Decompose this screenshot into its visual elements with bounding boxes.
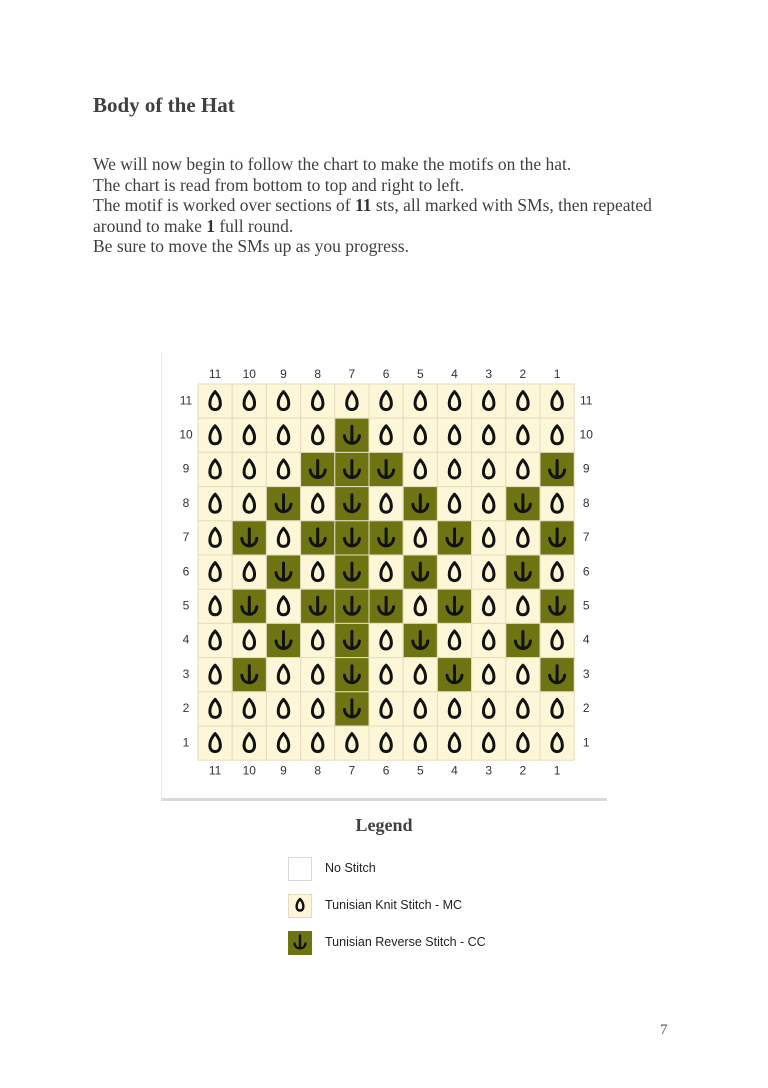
row-label: 6 [182, 564, 190, 579]
knit-stitch-cell [403, 589, 437, 623]
knit-stitch-cell [369, 726, 403, 760]
row-label: 9 [182, 461, 190, 476]
row-label: 6 [582, 564, 590, 579]
column-label: 11 [208, 367, 222, 382]
knit-stitch-cell [472, 623, 506, 657]
knit-stitch-cell [506, 521, 540, 555]
knit-stitch-cell [335, 726, 369, 760]
knit-stitch-cell [301, 418, 335, 452]
knit-stitch-cell [506, 589, 540, 623]
column-label: 6 [382, 367, 390, 382]
column-label: 10 [242, 367, 256, 382]
intro-line [93, 216, 693, 237]
knit-stitch-cell [335, 384, 369, 418]
knit-stitch-cell [472, 726, 506, 760]
knit-stitch-cell [437, 555, 471, 589]
intro-line: The chart is read from bottom to top and right to left. [93, 174, 465, 195]
row-label: 11 [579, 393, 593, 408]
knit-stitch-cell [437, 623, 471, 657]
knit-stitch-cell [403, 384, 437, 418]
row-label: 5 [182, 598, 190, 613]
reverse-stitch-swatch [288, 931, 312, 955]
row-label: 8 [182, 495, 190, 510]
knit-stitch-cell [232, 726, 266, 760]
knit-stitch-cell [198, 521, 232, 555]
intro-line: We will now begin to follow the chart to make the motifs on the hat. [93, 154, 572, 174]
intro-text-part: The motif is worked over sections of [93, 195, 355, 215]
knit-stitch-cell [198, 452, 232, 486]
column-label: 3 [485, 763, 493, 778]
knit-stitch-cell [301, 623, 335, 657]
knit-stitch-cell [437, 452, 471, 486]
knit-stitch-cell [472, 452, 506, 486]
knit-stitch-cell [437, 384, 471, 418]
column-label: 2 [519, 763, 527, 778]
knit-stitch-cell [232, 692, 266, 726]
column-label: 8 [314, 367, 322, 382]
knit-stitch-cell [472, 487, 506, 521]
stitch-count: 11 [354, 195, 372, 215]
knit-stitch-cell [369, 418, 403, 452]
reverse-stitch-icon [288, 931, 312, 955]
row-label: 8 [582, 495, 590, 510]
knit-stitch-cell [506, 418, 540, 452]
row-label: 7 [182, 530, 190, 545]
round-count: 1 [206, 215, 215, 236]
knit-stitch-cell [472, 384, 506, 418]
knit-stitch-cell [437, 726, 471, 760]
row-label: 7 [582, 530, 590, 545]
intro-text-part: around to make [93, 215, 207, 236]
column-label: 7 [348, 367, 356, 382]
row-label: 2 [182, 701, 190, 716]
column-label: 9 [280, 367, 287, 382]
column-label: 6 [382, 763, 390, 778]
knit-stitch-cell [369, 487, 403, 521]
knit-stitch-cell [437, 692, 471, 726]
legend-label: Tunisian Knit Stitch - MC [325, 898, 463, 912]
knit-stitch-cell [232, 555, 266, 589]
knit-stitch-cell [301, 726, 335, 760]
knit-stitch-cell [198, 658, 232, 692]
knit-stitch-cell [540, 487, 574, 521]
row-label: 3 [582, 666, 590, 681]
row-label: 4 [182, 632, 190, 647]
knit-stitch-icon [289, 895, 311, 917]
column-label: 2 [519, 367, 527, 382]
knit-stitch-cell [369, 384, 403, 418]
knit-stitch-cell [472, 589, 506, 623]
knit-stitch-cell [266, 452, 300, 486]
knit-stitch-cell [266, 521, 300, 555]
knit-stitch-cell [301, 487, 335, 521]
knit-stitch-cell [198, 418, 232, 452]
row-label: 4 [582, 632, 590, 647]
row-label: 3 [182, 666, 190, 681]
knit-stitch-cell [266, 658, 300, 692]
knit-stitch-cell [472, 521, 506, 555]
row-label: 2 [582, 701, 590, 716]
column-label: 1 [553, 367, 561, 382]
knit-stitch-cell [198, 384, 232, 418]
knit-stitch-cell [266, 418, 300, 452]
knit-stitch-cell [540, 623, 574, 657]
knit-stitch-cell [403, 521, 437, 555]
column-label: 7 [348, 763, 356, 778]
knit-stitch-cell [506, 692, 540, 726]
knit-stitch-cell [403, 418, 437, 452]
knit-stitch-cell [472, 658, 506, 692]
intro-text [93, 154, 693, 257]
page-number: 7 [660, 1022, 668, 1038]
knit-stitch-cell [232, 452, 266, 486]
row-label: 11 [179, 393, 193, 408]
knit-stitch-cell [506, 726, 540, 760]
knit-stitch-cell [540, 384, 574, 418]
knit-stitch-cell [437, 418, 471, 452]
knit-stitch-cell [540, 555, 574, 589]
row-label: 1 [582, 735, 590, 750]
column-label: 5 [416, 367, 424, 382]
knit-stitch-cell [198, 589, 232, 623]
column-label: 1 [553, 763, 561, 778]
legend-label: No Stitch [325, 861, 376, 875]
row-label: 10 [579, 427, 593, 442]
legend-label: Tunisian Reverse Stitch - CC [325, 935, 486, 949]
section-heading: Body of the Hat [93, 93, 235, 117]
knit-stitch-cell [403, 452, 437, 486]
knit-stitch-cell [369, 555, 403, 589]
row-label: 5 [582, 598, 590, 613]
column-label: 8 [314, 763, 322, 778]
column-label: 4 [451, 763, 458, 778]
knit-stitch-cell [437, 487, 471, 521]
legend-title: Legend [355, 815, 413, 835]
intro-line [93, 195, 693, 216]
knit-stitch-cell [301, 658, 335, 692]
knit-stitch-cell [301, 384, 335, 418]
knit-stitch-cell [403, 658, 437, 692]
row-label: 9 [582, 461, 590, 476]
knit-stitch-swatch [288, 894, 312, 918]
column-label: 11 [208, 763, 222, 778]
row-label: 10 [179, 427, 193, 442]
column-label: 5 [416, 763, 424, 778]
knit-stitch-cell [540, 726, 574, 760]
knit-stitch-cell [301, 692, 335, 726]
knit-stitch-cell [198, 692, 232, 726]
knit-stitch-cell [403, 692, 437, 726]
column-label: 4 [451, 367, 458, 382]
knit-stitch-cell [540, 692, 574, 726]
knit-stitch-cell [266, 726, 300, 760]
knit-stitch-cell [198, 555, 232, 589]
intro-text-part: sts, all marked with SMs, then repeated [371, 195, 652, 215]
knit-stitch-cell [198, 487, 232, 521]
knit-stitch-cell [266, 692, 300, 726]
intro-line: Be sure to move the SMs up as you progress. [93, 236, 409, 256]
column-label: 3 [485, 367, 493, 382]
knit-stitch-cell [369, 623, 403, 657]
knit-stitch-cell [232, 623, 266, 657]
knit-stitch-cell [506, 452, 540, 486]
knit-stitch-cell [198, 726, 232, 760]
knit-stitch-cell [232, 384, 266, 418]
knit-stitch-cell [232, 418, 266, 452]
no-stitch-swatch [288, 857, 312, 881]
knit-stitch-cell [266, 384, 300, 418]
knit-stitch-cell [301, 555, 335, 589]
stitch-chart-svg [162, 352, 607, 798]
column-label: 9 [280, 763, 287, 778]
knit-stitch-cell [369, 658, 403, 692]
knit-stitch-cell [369, 692, 403, 726]
knit-stitch-cell [403, 726, 437, 760]
knit-stitch-cell [472, 555, 506, 589]
knit-stitch-cell [472, 418, 506, 452]
knit-stitch-cell [506, 384, 540, 418]
knit-stitch-cell [506, 658, 540, 692]
column-label: 10 [242, 763, 256, 778]
stitch-chart [161, 352, 607, 801]
knit-stitch-cell [472, 692, 506, 726]
knit-stitch-cell [540, 418, 574, 452]
knit-stitch-cell [266, 589, 300, 623]
knit-stitch-cell [232, 487, 266, 521]
intro-text-part: full round. [214, 215, 294, 236]
row-label: 1 [182, 735, 190, 750]
knit-stitch-cell [198, 623, 232, 657]
